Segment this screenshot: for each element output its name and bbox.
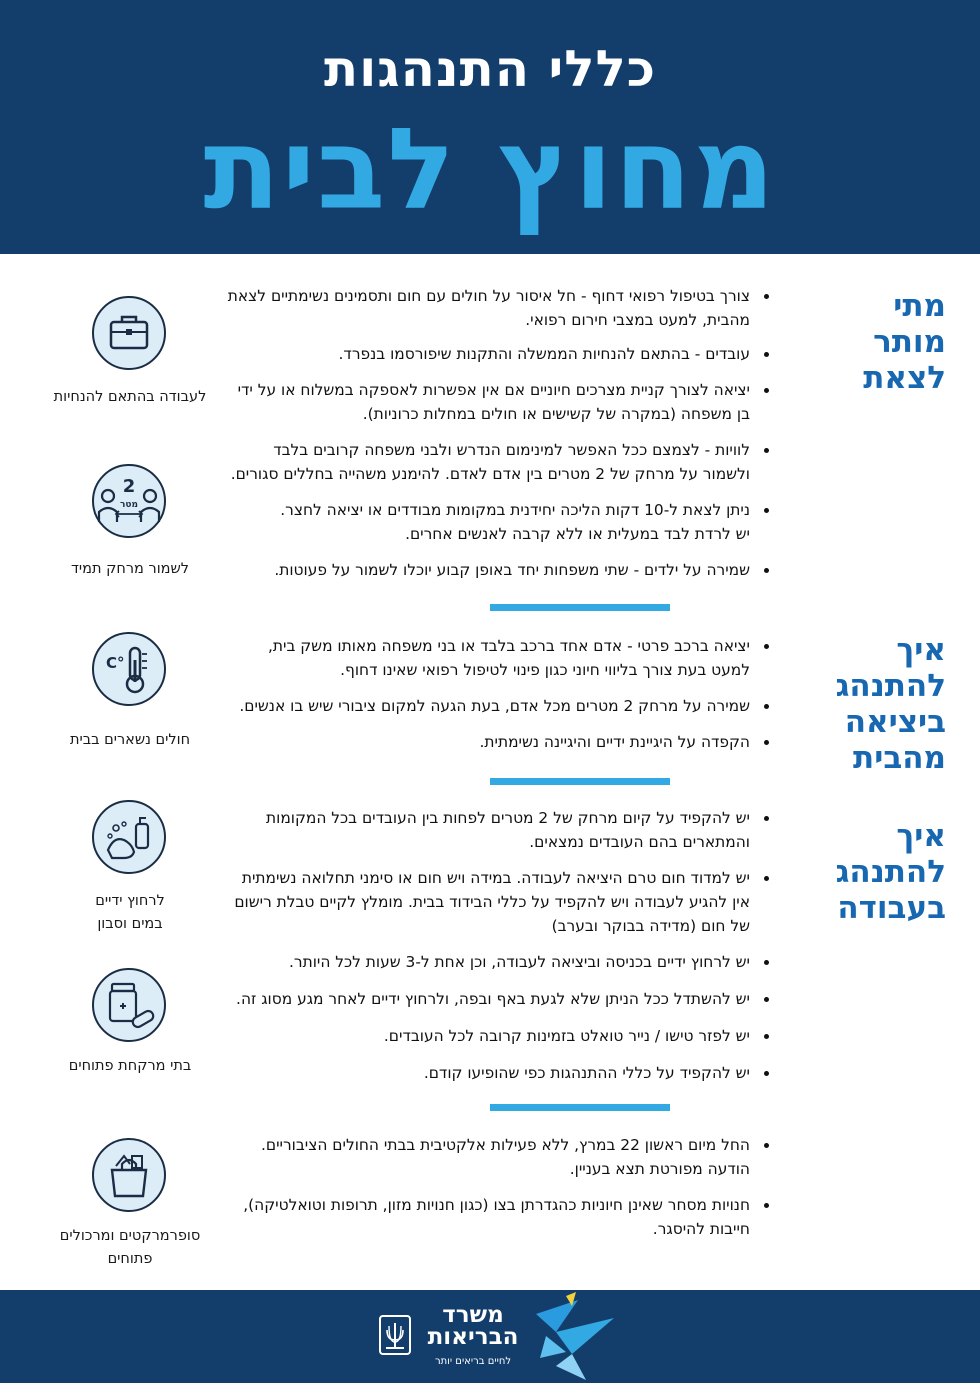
bullet-item xyxy=(212,438,772,486)
bullet-line: שמירה על מרחק 2 מטרים מכל אדם, בעת הגעה למקום ציבורי שיש בו אנשים. xyxy=(239,697,750,715)
icon-caption xyxy=(35,1055,225,1078)
bullet-item xyxy=(212,342,772,366)
bullet-item xyxy=(212,284,772,332)
ministry-name-line: משרד xyxy=(442,1302,504,1328)
bullet-line: עובדים - בהתאם להנחיות הממשלה והתקנות שיפורסמו בנפרד. xyxy=(338,345,750,363)
thermometer-icon xyxy=(92,632,166,706)
ministry-name-line: הבריאות xyxy=(427,1324,519,1350)
heading-outside-home xyxy=(806,632,946,776)
briefcase-icon xyxy=(92,296,166,370)
bullet-line: לוויות - לצמצם ככל האפשר למינימום הנדרש ולבני משפחה קרובים בלבד xyxy=(273,441,750,459)
bullet-line: חנויות מסחר שאינן חיוניות כהגדרתן בצו (כגון חנויות מזון, תרופות וטואלטיקה), xyxy=(243,1196,750,1214)
heading-line: מתי xyxy=(893,288,946,324)
icon-caption xyxy=(35,558,225,581)
bullet-line: החל מיום ראשון 22 במרץ, ללא פעילות אלקטיבית בבתי החולים הציבוריים. xyxy=(261,1136,750,1154)
bullet-line: יש להשתדל ככל הניתן שלא לגעת באף ובפה, ולרחוץ ידיים לאחר מגע מסוג זה. xyxy=(236,990,750,1008)
heading-line: ביציאה xyxy=(844,704,946,740)
bullets-public-notice xyxy=(212,1133,772,1241)
caption-line: חולים נשארים בבית xyxy=(69,732,191,748)
state-emblem-icon xyxy=(378,1314,412,1356)
heading-at-work xyxy=(806,818,946,926)
bullet-line: יציאה ברכב פרטי - אדם אחד ברכב בלבד או בני משפחה מאותו משק בית, xyxy=(268,637,750,655)
bullet-line: ולשמור על מרחק של 2 מטרים בין אדם לאדם. להימנע משהייה בחללים סגורים. xyxy=(230,465,750,483)
bullet-line: יש לרדת לבד במעלית או ללא קרבה לאנשים אחרים. xyxy=(405,525,750,543)
caption-line: לעבודה בהתאם להנחיות xyxy=(53,389,207,405)
bullet-line: של חום (מדידה בבוקר ובערב) xyxy=(551,917,750,935)
bullet-line: אין להגיע לעבודה ויש להקפיד על כללי הבידוד בבית. מומלץ לקיים טבלת רישום xyxy=(234,893,750,911)
icon-caption xyxy=(35,729,225,752)
bullet-line: חייבות להיסגר. xyxy=(652,1220,750,1238)
bullet-line: יש לרחוץ ידיים בכניסה וביציאה לעבודה, וכן אחת ל-3 שעות לכל היותר. xyxy=(289,953,750,971)
bullet-line: והמתארים בהם העובדים נמצאים. xyxy=(529,833,750,851)
bullet-item xyxy=(212,950,772,974)
heading-line: מהבית xyxy=(853,740,946,776)
section-divider xyxy=(490,1104,670,1111)
bullet-item xyxy=(212,730,772,754)
bullet-line: למעט בעת צורך בליווי חיוני כגון פינוי לטיפול רפואי שאינו דחוף. xyxy=(340,661,750,679)
bullet-line: יש להקפיד על קיום מרחק של 2 מטרים לפחות בין העובדים בכל המקומות xyxy=(266,809,750,827)
bullets-at-work xyxy=(212,806,772,1085)
heading-line: בעבודה xyxy=(837,890,946,926)
caption-line: בתי מרקחת פתוחים xyxy=(68,1058,192,1074)
distance-unit: מטר xyxy=(119,500,139,510)
icon-caption xyxy=(35,386,225,409)
bullet-item xyxy=(212,694,772,718)
heading-line: להתנהג xyxy=(835,854,946,890)
bullet-item xyxy=(212,866,772,938)
ministry-slogan: לחיים בריאים יותר xyxy=(434,1356,512,1367)
caption-line: סופרמרקטים ומרכולים xyxy=(59,1228,201,1244)
bullet-line: ניתן לצאת ל-10 דקות הליכה יחידנית במקומות מבודדים או יציאה לחצר. xyxy=(280,501,750,519)
caption-line: לשמור מרחק תמיד xyxy=(70,561,190,577)
distance-2-meter-icon xyxy=(92,464,166,538)
bullet-item xyxy=(212,1193,772,1241)
bullet-line: מהבית, למעט במצבי חירום רפואי. xyxy=(525,311,750,329)
bullet-line: יש לפזר טישו / נייר טואלט בזמינות קרובה לכל העובדים. xyxy=(383,1027,750,1045)
bullet-line: יש להקפיד על כללי ההתנהגות כפי שהופיעו קודם. xyxy=(423,1064,750,1082)
section-divider xyxy=(490,604,670,611)
title-line-1: כללי התנהגות xyxy=(323,40,657,98)
bullet-item xyxy=(212,378,772,426)
bullets-when-allowed xyxy=(212,284,772,582)
bullets-outside-home xyxy=(212,634,772,754)
ministry-bird-logo-icon xyxy=(526,1292,618,1382)
bullet-line: צורך בטיפול רפואי דחוף - חל איסור על חולים עם חום ותסמינים נשימתיים לצאת xyxy=(227,287,750,305)
heading-line: איך xyxy=(896,632,946,668)
bullet-item xyxy=(212,634,772,682)
heading-line: להתנהג xyxy=(835,668,946,704)
caption-line: במים וסבון xyxy=(97,916,163,932)
bullet-item xyxy=(212,1133,772,1181)
bullet-item xyxy=(212,498,772,546)
bullet-line: הודעה מפורטת תצא בעניין. xyxy=(569,1160,750,1178)
caption-line: לרחוץ ידיים xyxy=(95,893,165,909)
icon-caption xyxy=(35,890,225,936)
pills-icon xyxy=(92,968,166,1042)
ministry-name xyxy=(418,1304,528,1348)
bullet-line: יציאה לצורך קניית מצרכים חיוניים אם אין אפשרות לאספקה במשלוח או על ידי xyxy=(237,381,750,399)
celsius-label: °C xyxy=(106,654,125,672)
handwash-icon xyxy=(92,800,166,874)
heading-line: מותר xyxy=(873,324,946,360)
bullet-item xyxy=(212,987,772,1011)
bullet-item xyxy=(212,558,772,582)
bullet-item xyxy=(212,1024,772,1048)
shopping-bag-icon xyxy=(92,1138,166,1212)
title-line-2: מחוץ לבית xyxy=(203,105,777,235)
bullet-line: יש למדוד חום טרם היציאה לעבודה. במידה ויש חום או סימני תחלואה נשימתית xyxy=(241,869,750,887)
heading-when-allowed xyxy=(806,288,946,396)
section-divider xyxy=(490,778,670,785)
bullet-item xyxy=(212,1061,772,1085)
heading-line: איך xyxy=(896,818,946,854)
icon-caption xyxy=(35,1225,225,1271)
caption-line: פתוחים xyxy=(107,1251,153,1267)
bullet-line: שמירה על ילדים - שתי משפחות יחד באופן קבוע יוכלו לשמור על פעוטות. xyxy=(274,561,750,579)
bullet-item xyxy=(212,806,772,854)
heading-line: לצאת xyxy=(863,360,946,396)
distance-number: 2 xyxy=(122,476,136,497)
bullet-line: הקפדה על היגיינת ידיים והיגיינה נשימתית. xyxy=(479,733,750,751)
bullet-line: בן משפחה (במקרה של קשישים או חולים במחלות כרוניות). xyxy=(362,405,750,423)
